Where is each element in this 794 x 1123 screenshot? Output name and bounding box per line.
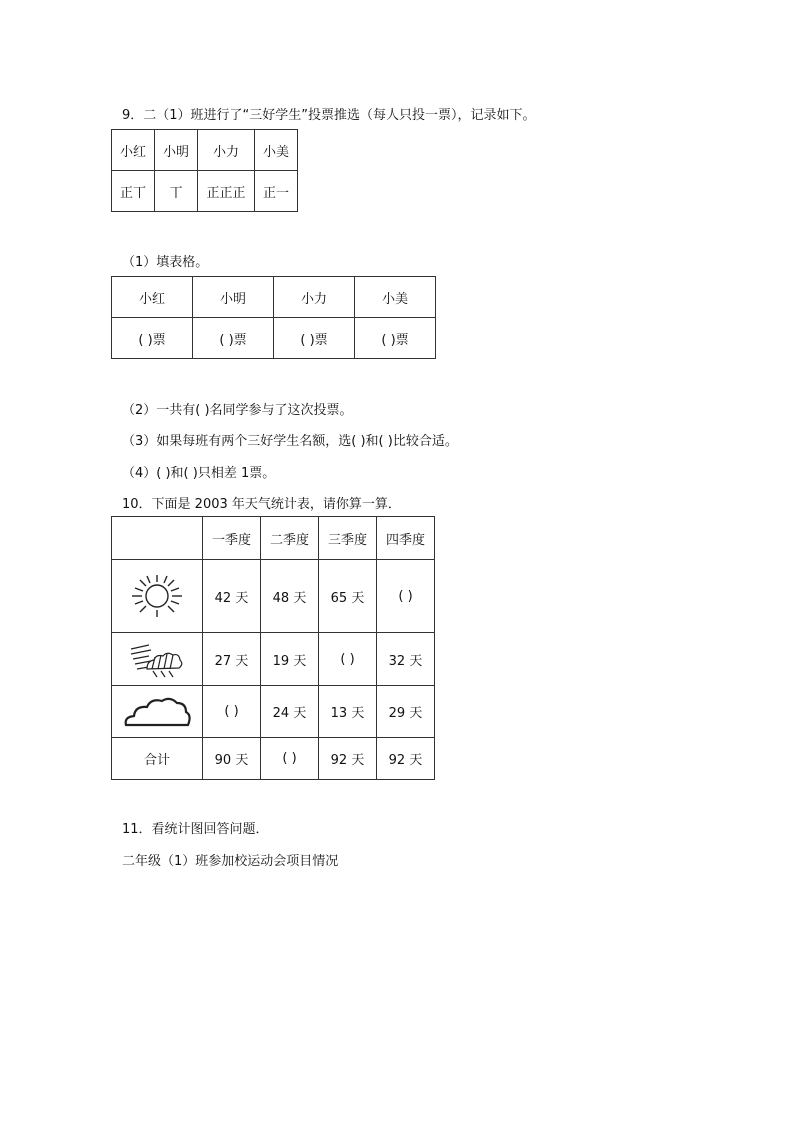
data-cell: 13 天: [319, 686, 377, 738]
data-cell: 90 天: [203, 738, 261, 780]
blank-votes-cell: ( )票: [274, 318, 355, 359]
data-cell: ( ): [377, 560, 435, 633]
table-row: [112, 686, 435, 738]
icon-cell: [112, 633, 203, 686]
header-cell: 三季度: [319, 517, 377, 560]
tally-header-cell: 小红: [112, 130, 155, 171]
icon-cell: [112, 686, 203, 738]
fill-header-cell: 小美: [355, 277, 436, 318]
data-cell: 48 天: [261, 560, 319, 633]
table-row: [112, 738, 435, 780]
tally-cell: 正一: [255, 171, 298, 212]
table-row: [112, 517, 435, 560]
data-cell: 32 天: [377, 633, 435, 686]
icon-cell: [112, 560, 203, 633]
total-label-cell: 合计: [112, 738, 203, 780]
data-cell: ( ): [319, 633, 377, 686]
data-cell: 92 天: [377, 738, 435, 780]
fill-header-cell: 小明: [193, 277, 274, 318]
data-cell: 29 天: [377, 686, 435, 738]
header-cell: 一季度: [203, 517, 261, 560]
q9-sub3: （3）如果每班有两个三好学生名额，选( )和( )比较合适。: [122, 434, 458, 449]
table-row: [112, 633, 435, 686]
fill-header-cell: 小力: [274, 277, 355, 318]
q9-fill-table: [111, 276, 436, 359]
tally-cell: 正正正: [198, 171, 255, 212]
header-cell: 二季度: [261, 517, 319, 560]
blank-votes-cell: ( )票: [112, 318, 193, 359]
table-row: [112, 318, 436, 359]
data-cell: 24 天: [261, 686, 319, 738]
q9-tally-table: [111, 129, 298, 212]
header-cell: [112, 517, 203, 560]
data-cell: 27 天: [203, 633, 261, 686]
table-row: [112, 560, 435, 633]
tally-cell: 丅: [155, 171, 198, 212]
cloud-icon: [122, 695, 192, 729]
table-row: [112, 130, 298, 171]
blank-votes-cell: ( )票: [355, 318, 436, 359]
data-cell: 19 天: [261, 633, 319, 686]
rain-icon: [127, 639, 187, 679]
data-cell: 42 天: [203, 560, 261, 633]
q9-sub2: （2）一共有( )名同学参与了这次投票。: [122, 403, 353, 418]
sun-icon: [127, 572, 187, 620]
fill-header-cell: 小红: [112, 277, 193, 318]
q9-sub4: （4）( )和( )只相差 1票。: [122, 466, 276, 481]
data-cell: 92 天: [319, 738, 377, 780]
data-cell: ( ): [261, 738, 319, 780]
tally-header-cell: 小明: [155, 130, 198, 171]
q9-title: 9．二（1）班进行了“三好学生”投票推选（每人只投一票），记录如下。: [122, 108, 536, 123]
q11-subtitle: 二年级（1）班参加校运动会项目情况: [122, 854, 339, 869]
q9-sub1: （1）填表格。: [122, 255, 209, 270]
data-cell: 65 天: [319, 560, 377, 633]
tally-cell: 正丅: [112, 171, 155, 212]
tally-header-cell: 小力: [198, 130, 255, 171]
tally-header-cell: 小美: [255, 130, 298, 171]
weather-table: [111, 516, 435, 780]
header-cell: 四季度: [377, 517, 435, 560]
q10-title: 10．下面是 2003 年天气统计表，请你算一算．: [122, 497, 401, 512]
q11-title: 11．看统计图回答问题．: [122, 822, 269, 837]
data-cell: ( ): [203, 686, 261, 738]
blank-votes-cell: ( )票: [193, 318, 274, 359]
table-row: [112, 277, 436, 318]
table-row: [112, 171, 298, 212]
